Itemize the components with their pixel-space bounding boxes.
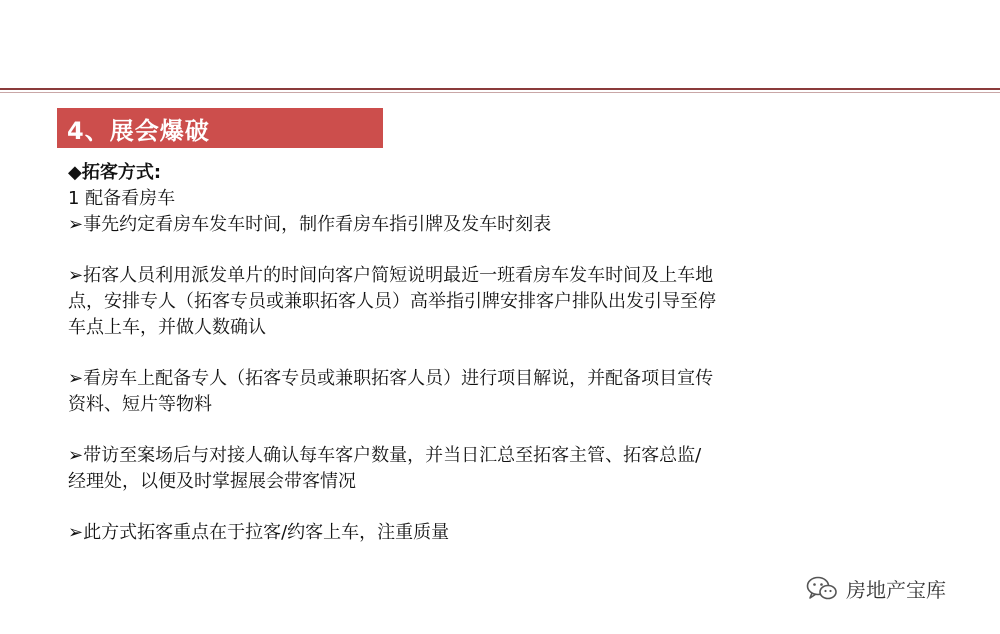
watermark [806, 574, 946, 603]
bullet-line: 车点上车，并做人数确认 [68, 317, 266, 338]
method-heading [68, 160, 868, 186]
method-heading-text: 拓客方式: [81, 162, 162, 183]
method-subheading: 1 配备看房车 [68, 188, 176, 209]
bullet-line: 点，安排专人（拓客专员或兼职拓客人员）高举指引牌安排客户排队出发引导至停 [68, 291, 716, 312]
bullet-item [68, 212, 868, 238]
bullet-text: 拓客人员利用派发单片的时间向客户简短说明最近一班看房车发车时间及上车地 [83, 265, 714, 286]
bullet-text: 事先约定看房车发车时间，制作看房车指引牌及发车时刻表 [83, 214, 552, 235]
bullet-item [68, 366, 868, 418]
bullet-line [68, 443, 868, 469]
arrow-bullet-icon: ➢ [68, 445, 84, 466]
bullet-line [68, 366, 868, 392]
header-divider [0, 88, 1000, 90]
wechat-icon [806, 575, 838, 603]
watermark-text: 房地产宝库 [846, 578, 946, 602]
bullet-item [68, 263, 868, 341]
bullet-text: 带访至案场后与对接人确认每车客户数量，并当日汇总至拓客主管、拓客总监/ [83, 445, 702, 466]
arrow-bullet-icon: ➢ [68, 265, 84, 286]
bullet-line [68, 263, 868, 289]
content-body [68, 160, 868, 546]
bullet-line [68, 212, 868, 238]
section-title: 4、展会爆破 [67, 116, 210, 145]
arrow-bullet-icon: ➢ [68, 214, 84, 235]
bullet-item [68, 443, 868, 495]
bullet-text: 看房车上配备专人（拓客专员或兼职拓客人员）进行项目解说，并配备项目宣传 [83, 368, 714, 389]
arrow-bullet-icon: ➢ [68, 368, 84, 389]
header-divider-thin [0, 92, 1000, 93]
bullet-line: 资料、短片等物料 [68, 394, 212, 415]
bullet-text: 此方式拓客重点在于拉客/约客上车，注重质量 [83, 522, 450, 543]
diamond-bullet-icon: ◆ [68, 162, 82, 183]
bullet-line: 经理处，以便及时掌握展会带客情况 [68, 471, 356, 492]
bullet-line [68, 520, 868, 546]
bullet-item [68, 520, 868, 546]
section-banner [57, 108, 383, 148]
arrow-bullet-icon: ➢ [68, 522, 84, 543]
